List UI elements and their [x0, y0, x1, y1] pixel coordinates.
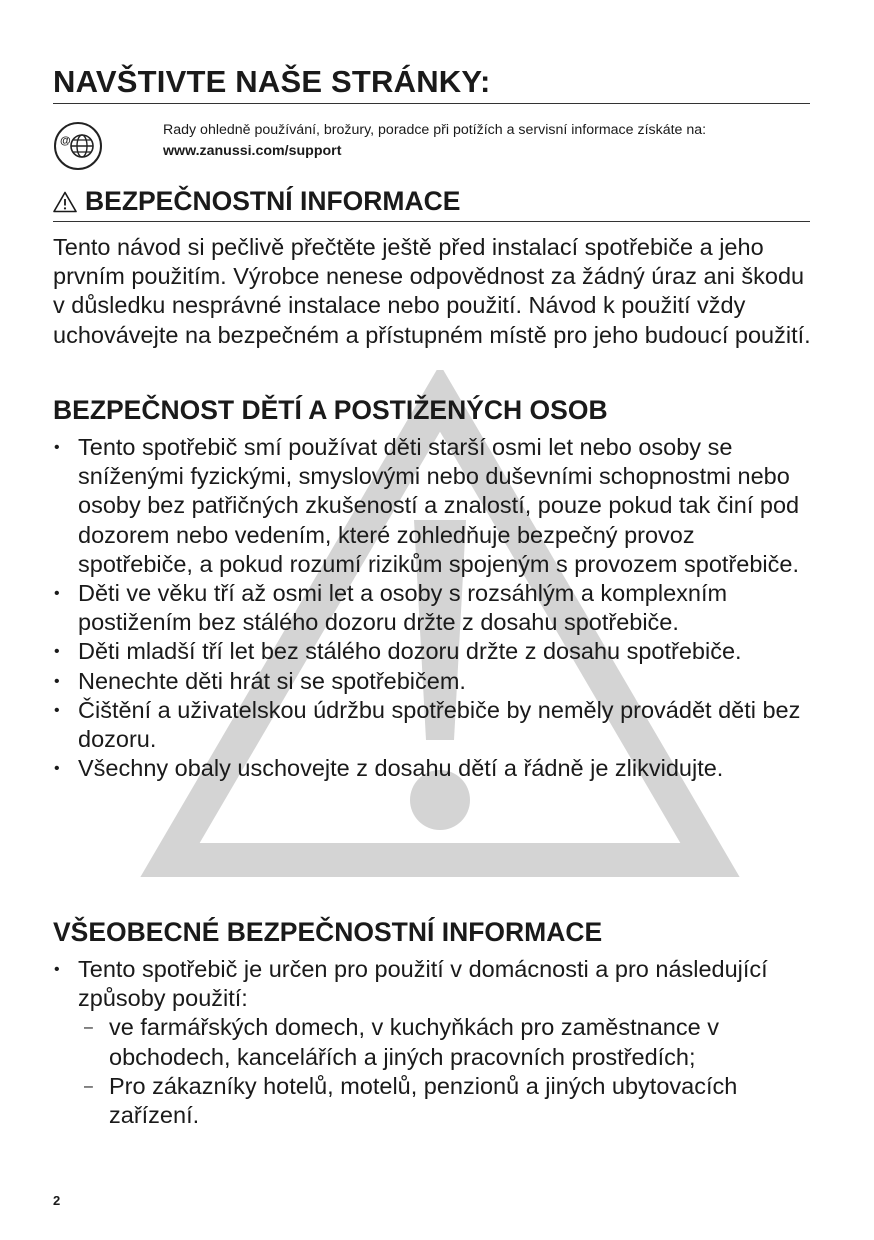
sub-list-item: – ve farmářských domech, v kuchyňkách pro zaměstnance v obchodech, kancelářích a jiných pracovních prostředích;: [84, 1014, 719, 1070]
safety-intro: Tento návod si pečlivě přečtěte ještě před instalací spotřebiče a jeho prvním použitím. Výrobce nenese odpovědnost za žádný úraz ani škodu v důsledku nesprávné instalace nebo použití. Návod k použití vždy uchovávejte na bezpečném a přístupném místě pro jeho budoucí použití.: [53, 234, 811, 348]
warning-icon: [53, 191, 77, 213]
globe-icon: [53, 121, 103, 171]
list-item: • Děti mladší tří let bez stálého dozoru držte z dosahu spotřebiče.: [54, 638, 742, 665]
list-item: • Čištění a uživatelskou údržbu spotřebiče by neměly provádět děti bez dozoru.: [54, 696, 801, 753]
list-item: • Všechny obaly uschovejte z dosahu dětí a řádně je zlikvidujte.: [54, 755, 724, 782]
safety-divider: [53, 221, 810, 222]
children-list: [53, 433, 813, 783]
page-number: 2: [53, 1193, 61, 1208]
list-item: • Děti ve věku tří až osmi let a osoby s rozsáhlým a komplexním postižením bez stálého dozoru držte z dosahu spotřebiče.: [54, 580, 728, 636]
list-item: • Nenechte děti hrát si se spotřebičem.: [54, 667, 466, 694]
support-text-block: [163, 120, 706, 162]
title-divider: [53, 103, 810, 104]
general-list: [53, 955, 813, 1130]
support-link[interactable]: www.zanussi.com/support: [163, 143, 342, 159]
general-heading: VŠEOBECNÉ BEZPEČNOSTNÍ INFORMACE: [53, 917, 603, 947]
sub-list-item: – Pro zákazníky hotelů, motelů, penzionů a jiných ubytovacích zařízení.: [84, 1072, 738, 1129]
list-item: • Tento spotřebič smí používat děti starší osmi let nebo osoby se sníženými fyzickými, smyslovými nebo duševními schopnostmi nebo osoby bez patřičných zkušeností a znalostí, pouze pokud tak činí pod dozorem nebo vedením, které zohledňuje bezpečný provoz spotřebiče, a pokud rozumí rizikům spojeným s provozem spotřebiče.: [54, 434, 800, 577]
safety-heading-text: BEZPEČNOSTNÍ INFORMACE: [85, 186, 461, 216]
safety-heading: [53, 186, 460, 217]
general-sublist: [78, 1013, 813, 1130]
visit-title: NAVŠTIVTE NAŠE STRÁNKY:: [53, 64, 491, 99]
svg-text:@: @: [60, 135, 71, 147]
list-item: • Tento spotřebič je určen pro použití v domácnosti a pro následující způsoby použití: – ve farmářských domech, v kuchyňkách pro zaměstnance v obchodech, kancelářích a jiných pracovních prostředích; – Pro zákazníky hotelů, motelů, penzionů a jiných ubytovacích zařízení.: [53, 955, 813, 1130]
support-description: Rady ohledně používání, brožury, poradce při potížích a servisní informace získáte na:: [163, 122, 707, 138]
children-heading: BEZPEČNOST DĚTÍ A POSTIŽENÝCH OSOB: [53, 395, 608, 425]
support-block: [53, 117, 810, 171]
